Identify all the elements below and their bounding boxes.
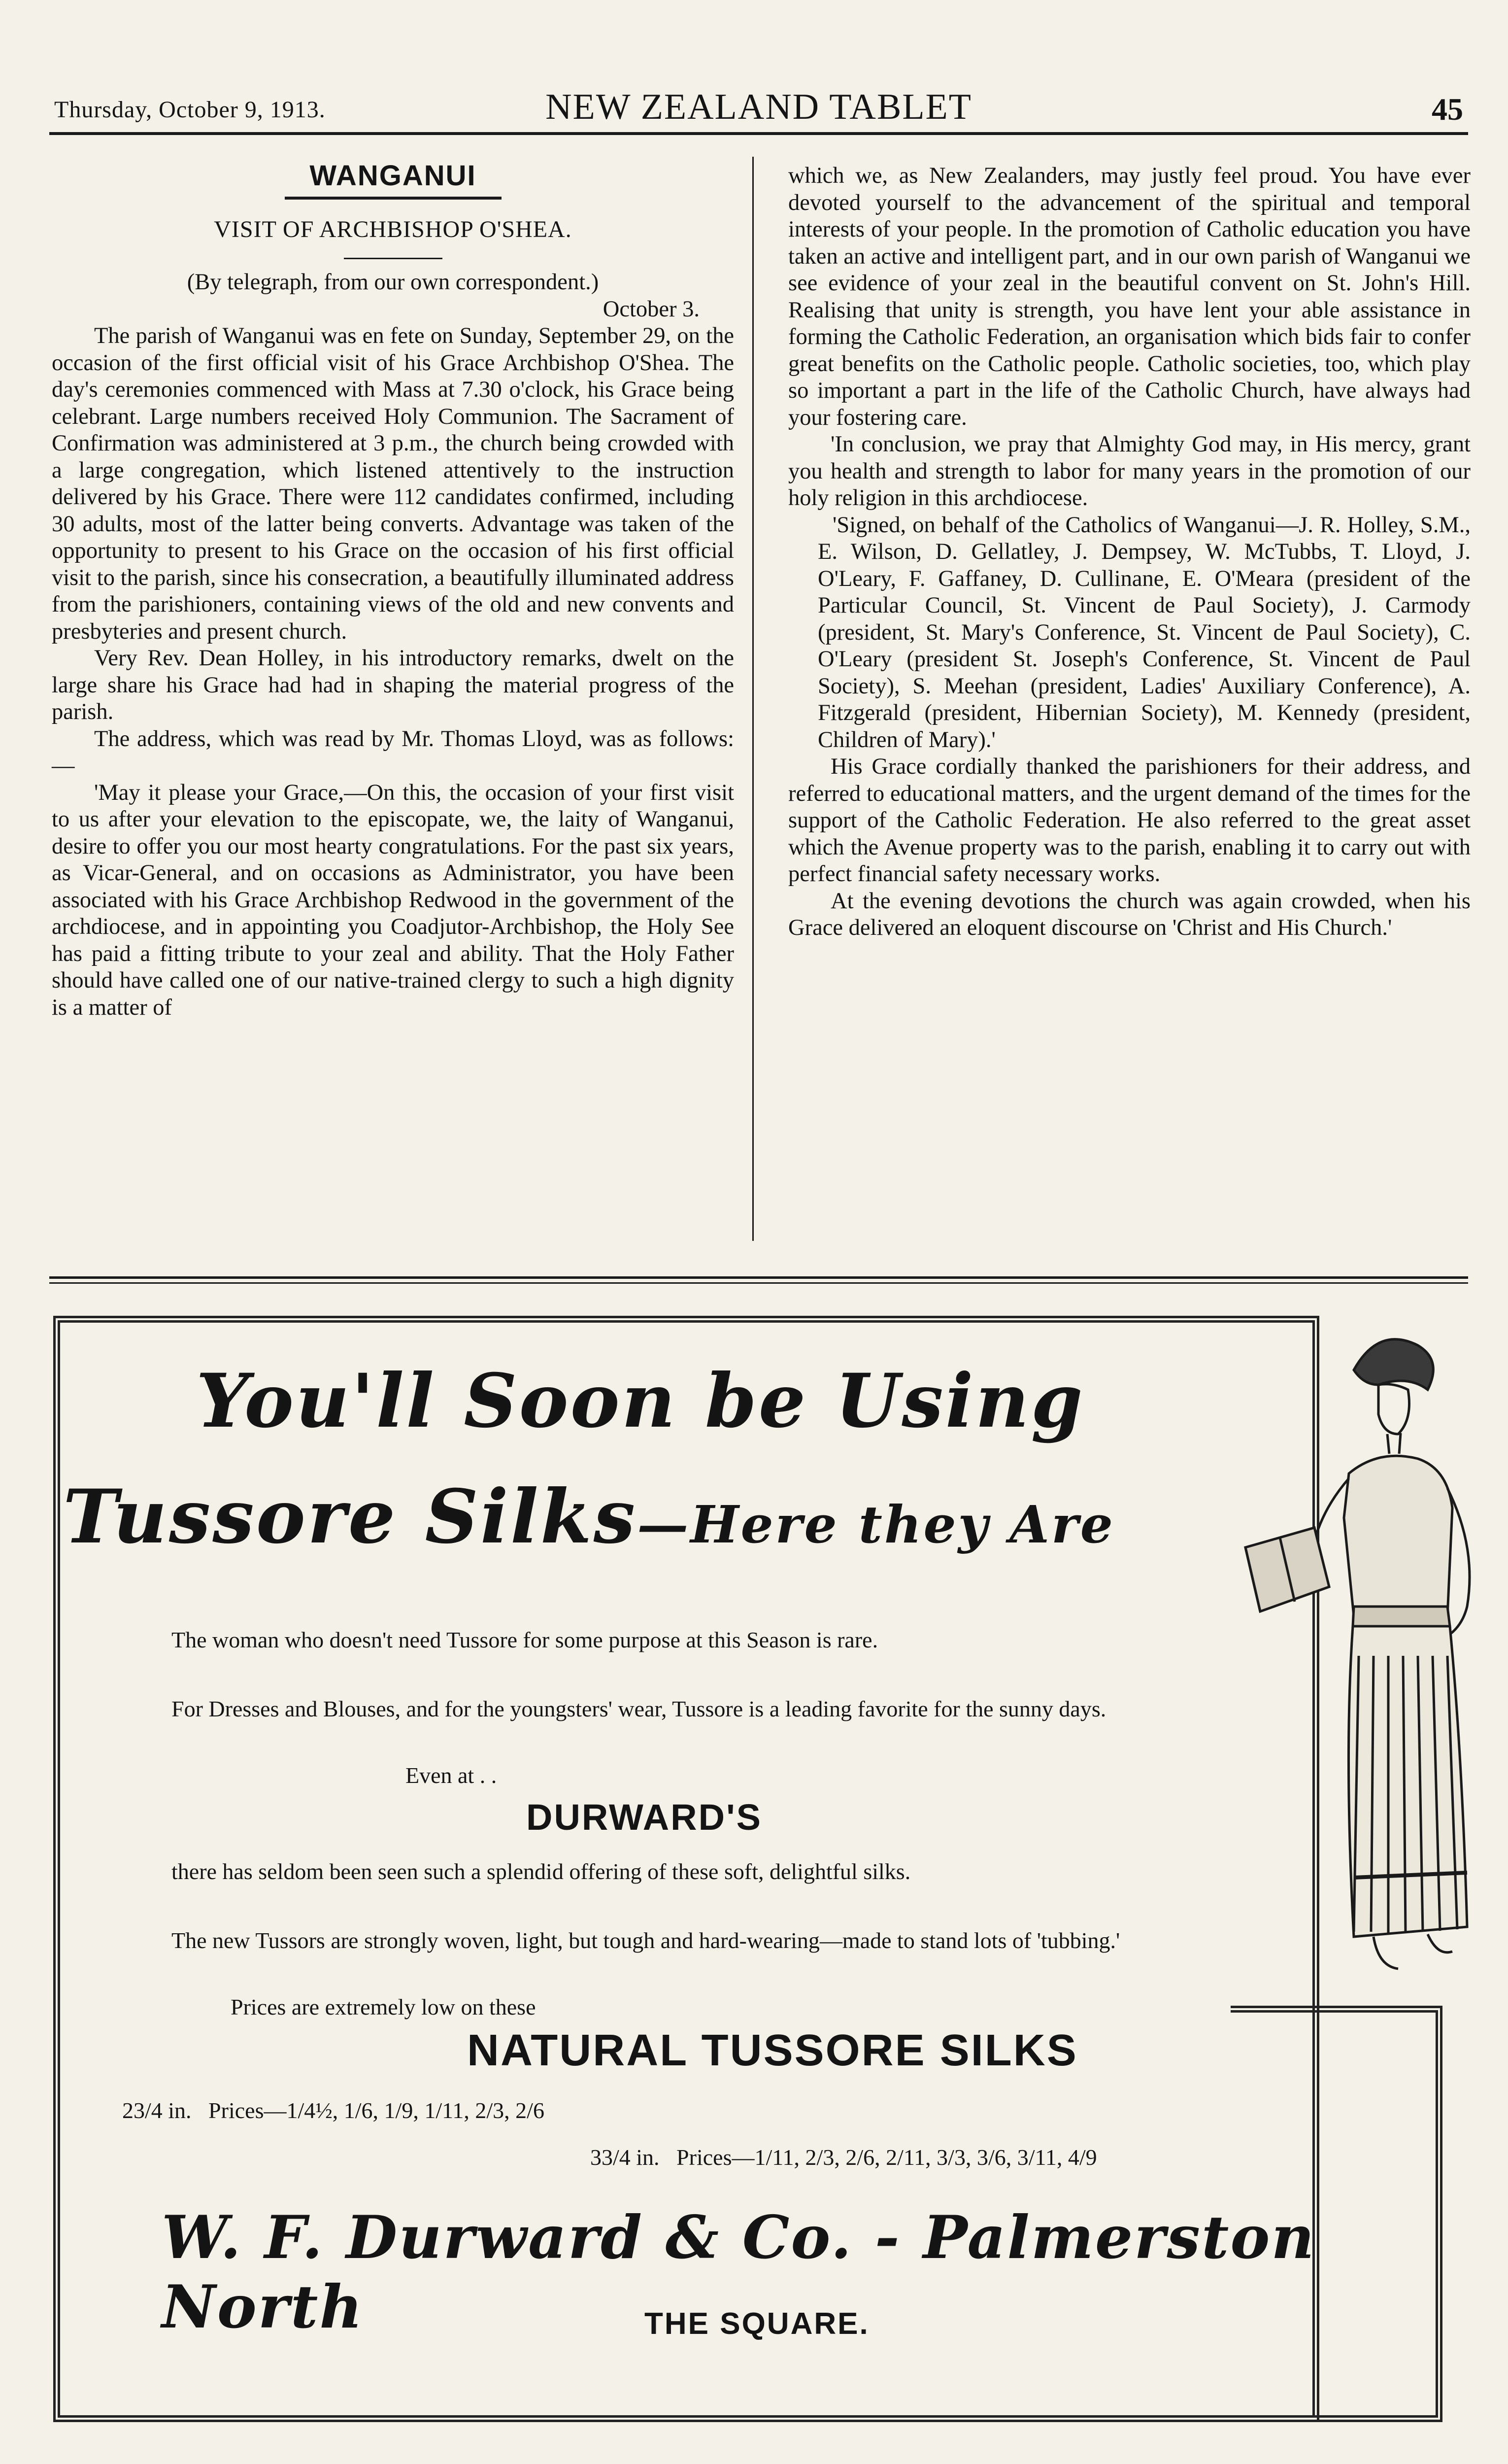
ad-price-line-1: 23/4 in. Prices—1/4½, 1/6, 1/9, 1/11, 2/3, 2/6 — [122, 2098, 544, 2123]
ad-headline-1: You'll Soon be Using — [196, 1358, 1085, 1444]
subheading-rule — [344, 258, 442, 259]
ad-price-line-2: 33/4 in. Prices—1/11, 2/3, 2/6, 2/11, 3/3, 3/6, 3/11, 4/9 — [590, 2145, 1097, 2170]
section-rule-thin — [49, 1282, 1468, 1284]
masthead-rule — [49, 132, 1468, 135]
article-right-column — [788, 163, 1471, 942]
article-heading: WANGANUI — [309, 160, 476, 192]
article-paragraph: At the evening devotions the church was again crowded, when his Grace delivered an eloquent discourse on 'Christ and His Church.' — [788, 888, 1471, 940]
publication-title: NEW ZEALAND TABLET — [545, 87, 972, 127]
heading-rule — [285, 197, 502, 200]
article-byline: (By telegraph, from our own correspondent.) — [187, 270, 599, 295]
article-paragraph: 'In conclusion, we pray that Almighty God may, in His mercy, grant you health and strength to labor for many years in the promotion of our holy religion in this archdiocese. — [788, 432, 1471, 511]
issue-date: Thursday, October 9, 1913. — [54, 97, 326, 123]
page-number: 45 — [1432, 92, 1463, 127]
ad-product-name: NATURAL TUSSORE SILKS — [467, 2026, 1078, 2075]
ad-headline-2-tail: —Here they Are — [637, 1494, 1115, 1555]
article-paragraph: 'May it please your Grace,—On this, the occasion of your first visit to us after your elevation to the episcopate, we, the laity of Wanganui, desire to offer you our most hearty congratulations. For the past six years, as Vicar-General, and on occasions as Administrator, you have been associated with his Grace Archbishop Redwood in the government of the archdiocese, and in appointing you Coadjutor-Archbishop, the Holy See has paid a fitting tribute to your zeal and ability. That the Holy Father should have called one of our native-trained clergy to such a high dignity is a matter of — [52, 780, 734, 1020]
woman-in-dress-illustration — [1231, 1311, 1508, 1996]
article-left-column — [52, 160, 734, 1021]
article-paragraph: which we, as New Zealanders, may justly feel proud. You have ever devoted yourself to the advancement of the spiritual and temporal interests of your people. In the promotion of Catholic education you have taken an active and intelligent part, and in our own parish of Wanganui we see evidence of your zeal in the beautiful convent on St. John's Hill. Realising that unity is strength, you have lent your able assistance in forming the Catholic Federation, an organisation which bids fair to confer great benefits on the Catholic people. Catholic societies, too, which play so important a part in the life of the Catholic Church, have always had your fostering care. — [788, 163, 1471, 430]
article-paragraph: The parish of Wanganui was en fete on Sunday, September 29, on the occasion of the first official visit of his Grace Archbishop O'Shea. The day's ceremonies commenced with Mass at 7.30 o'clock, his Grace being celebrant. Large numbers received Holy Communion. The Sacrament of Confirmation was administered at 3 p.m., the church being crowded with a large congregation, which listened attentively to the instruction delivered by his Grace. There were 112 candidates confirmed, including 30 adults, most of the latter being converts. Advantage was taken of the opportunity to present to his Grace on the occasion of his first official visit to the parish, since his consecration, a beautifully illuminated address from the parishioners, containing views of the old and new convents and presbyteries and present church. — [52, 323, 734, 644]
article-paragraph: Very Rev. Dean Holley, in his introductory remarks, dwelt on the large share his Grace had had in shaping the material progress of the parish. — [52, 646, 734, 724]
ad-paragraph: The woman who doesn't need Tussore for some purpose at this Season is rare. — [171, 1627, 878, 1652]
article-paragraph: His Grace cordially thanked the parishioners for their address, and referred to educational matters, and the urgent demand of the times for the support of the Catholic Federation. He also referred to the great asset which the Avenue property was to the parish, enabling it to carry out with perfect financial safety necessary works. — [788, 754, 1471, 887]
ad-address: THE SQUARE. — [644, 2307, 870, 2341]
ad-paragraph: there has seldom been seen such a splendid offering of these soft, delightful silks. — [171, 1859, 911, 1884]
address-signatories: 'Signed, on behalf of the Catholics of Wanganui—J. R. Holley, S.M., E. Wilson, D. Gellatley, J. Dempsey, W. McTubbs, T. Lloyd, J. O'Leary, F. Gaffaney, D. Cullinane, E. O'Meara (president of the Particular Council, St. Vincent de Paul Society), J. Carmody (president, St. Mary's Conference, St. Vincent de Paul Society), C. O'Leary (president St. Joseph's Conference, St. Vincent de Paul Society), S. Meehan (president, Ladies' Auxiliary Conference), A. Fitzgerald (president, Hibernian Society), M. Kennedy (president, Children of Mary).' — [818, 512, 1471, 753]
article-paragraph: The address, which was read by Mr. Thomas Lloyd, was as follows:— — [52, 726, 734, 778]
article-subheading: VISIT OF ARCHBISHOP O'SHEA. — [214, 216, 572, 242]
ad-headline-2-main: Tussore Silks — [63, 1473, 637, 1560]
article-dateline: October 3. — [603, 296, 700, 322]
ad-border-extension — [1231, 2006, 1442, 2422]
ad-even-at: Even at . . — [405, 1763, 497, 1788]
column-divider — [752, 157, 754, 1241]
tussore-silks-advertisement — [53, 1316, 1442, 2422]
ad-paragraph: The new Tussors are strongly woven, light, but tough and hard-wearing—made to stand lots of 'tubbing.' — [171, 1928, 1120, 1953]
ad-paragraph: Prices are extremely low on these — [231, 1994, 536, 2019]
ad-paragraph: For Dresses and Blouses, and for the youngsters' wear, Tussore is a leading favorite for the sunny days. — [171, 1696, 1106, 1721]
ad-company: W. F. Durward & Co. - Palmerston North — [162, 2203, 1316, 2342]
ad-headline-2 — [63, 1473, 1115, 1560]
section-rule — [49, 1276, 1468, 1279]
ad-store-name: DURWARD'S — [526, 1797, 763, 1838]
